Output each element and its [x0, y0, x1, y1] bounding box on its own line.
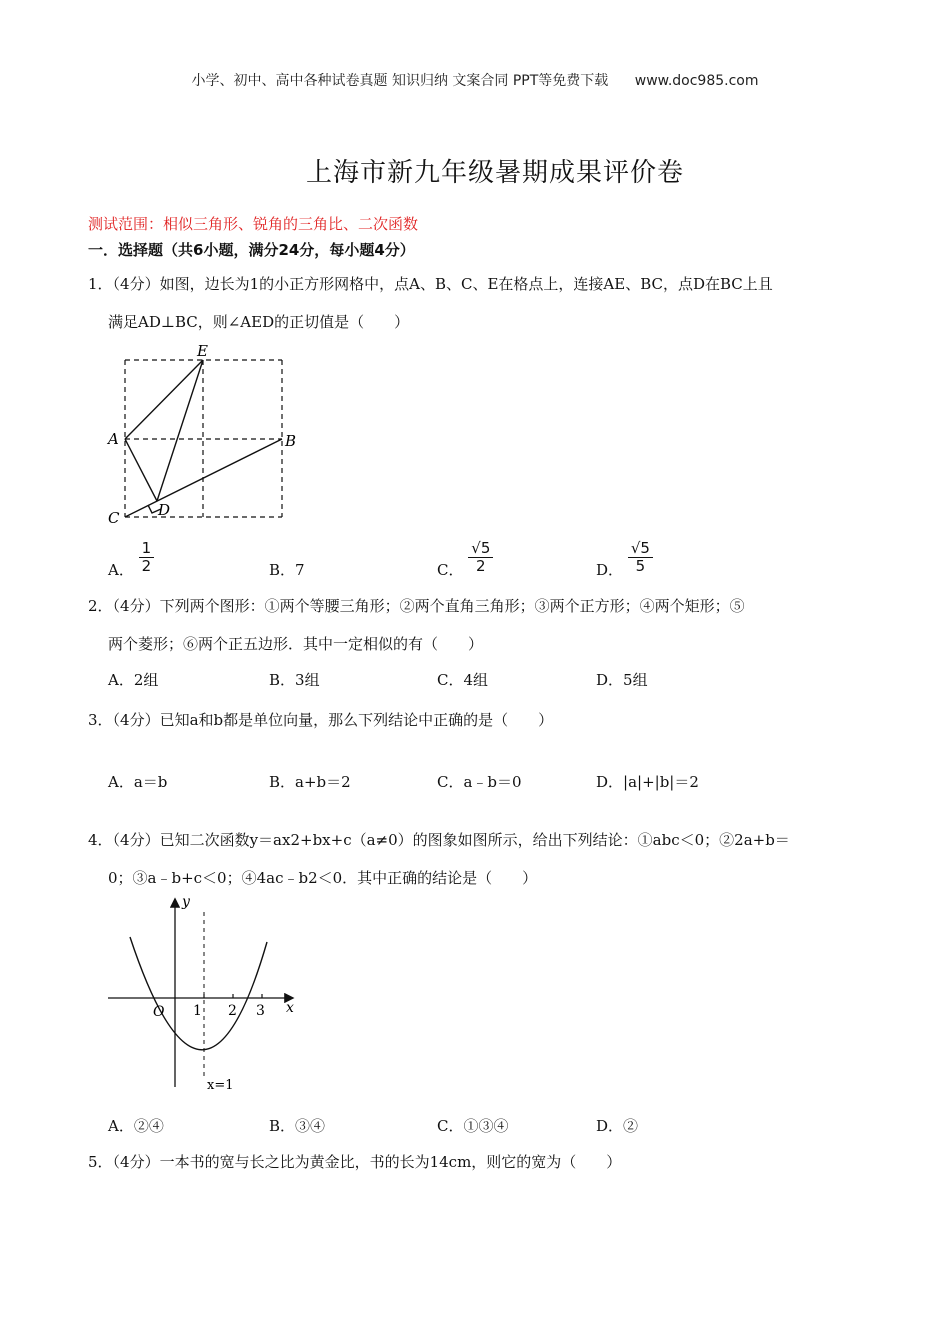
label-axis-eq: x=1	[207, 1078, 234, 1092]
q1-option-a[interactable]: A． $\frac{1}{2}$	[108, 560, 154, 580]
grid-dashed-lines	[125, 360, 282, 517]
q1-line1: 1．（4分）如图，边长为1的小正方形网格中，点A、B、C、E在格点上，连接AE、BC，点D在BC上且	[88, 275, 773, 293]
q3-option-d[interactable]: D．|a|+|b|＝2	[596, 773, 699, 791]
fraction-1-2: $\frac{1}{2}$	[139, 540, 155, 575]
section-heading: 一．选择题（共6小题，满分24分，每小题4分）	[88, 241, 415, 259]
exam-title: 上海市新九年级暑期成果评价卷	[305, 158, 684, 188]
q3-line1: 3．（4分）已知a和b都是单位向量，那么下列结论中正确的是（ ）	[88, 711, 554, 729]
label-x: x	[286, 1000, 294, 1016]
label-d: D	[158, 501, 171, 519]
label-origin: O	[153, 1004, 165, 1020]
q2-option-a[interactable]: A．2组	[108, 671, 159, 689]
q2-option-c[interactable]: C．4组	[437, 671, 489, 689]
q2-option-b[interactable]: B．3组	[269, 671, 320, 689]
q1-line2: 满足AD⊥BC，则∠AED的正切值是（ ）	[108, 313, 410, 331]
tick-label-3: 3	[256, 1003, 265, 1019]
label-e: E	[197, 342, 208, 360]
label-c: C	[108, 509, 120, 526]
q4-option-c[interactable]: C．①③④	[437, 1117, 509, 1135]
q3-option-a[interactable]: A．a＝b	[108, 773, 168, 791]
parabola-curve	[130, 937, 267, 1050]
header-text: 小学、初中、高中各种试卷真题 知识归纳 文案合同 PPT等免费下载	[191, 73, 609, 89]
label-y: y	[182, 894, 190, 910]
q4-parabola-figure	[100, 892, 310, 1092]
header-url[interactable]: www.doc985.com	[634, 73, 759, 89]
q2-line2: 两个菱形；⑥两个正五边形．其中一定相似的有（ ）	[108, 635, 484, 653]
q1-grid-figure	[100, 340, 305, 526]
q1-option-b[interactable]: B．7	[269, 561, 305, 579]
q2-line1: 2．（4分）下列两个图形：①两个等腰三角形；②两个直角三角形；③两个正方形；④两个矩形；⑤	[88, 597, 745, 615]
label-b: B	[285, 432, 297, 450]
page-header	[0, 70, 950, 90]
q4-option-a[interactable]: A．②④	[108, 1117, 164, 1135]
test-scope: 测试范围：相似三角形、锐角的三角比、二次函数	[88, 215, 419, 233]
q4-line2: 0；③a﹣b+c＜0；④4ac﹣b2＜0．其中正确的结论是（ ）	[108, 869, 538, 887]
fraction-sqrt5-5: $\frac{√5}{5}$	[628, 540, 653, 575]
fraction-sqrt5-2: $\frac{√5}{2}$	[468, 540, 493, 575]
tick-label-1: 1	[193, 1003, 202, 1019]
q3-option-c[interactable]: C．a﹣b＝0	[437, 773, 522, 791]
q4-option-d[interactable]: D．②	[596, 1117, 639, 1135]
q4-line1: 4．（4分）已知二次函数y＝ax2+bx+c（a≠0）的图象如图所示，给出下列结论：①abc＜0；②2a+b＝	[88, 831, 790, 849]
segment-ae	[125, 360, 203, 439]
segment-ad	[125, 439, 157, 501]
tick-label-2: 2	[228, 1003, 237, 1019]
q1-option-d[interactable]: D． $\frac{√5}{5}$	[596, 560, 653, 580]
segment-ed	[157, 360, 203, 501]
q3-option-b[interactable]: B．a+b＝2	[269, 773, 351, 791]
q5-line1: 5．（4分）一本书的宽与长之比为黄金比，书的长为14cm，则它的宽为（ ）	[88, 1153, 622, 1171]
q4-option-b[interactable]: B．③④	[269, 1117, 326, 1135]
figure-solid-lines	[125, 360, 282, 517]
q1-option-c[interactable]: C． $\frac{√5}{2}$	[437, 560, 493, 580]
q2-option-d[interactable]: D．5组	[596, 671, 648, 689]
label-a: A	[108, 430, 119, 448]
